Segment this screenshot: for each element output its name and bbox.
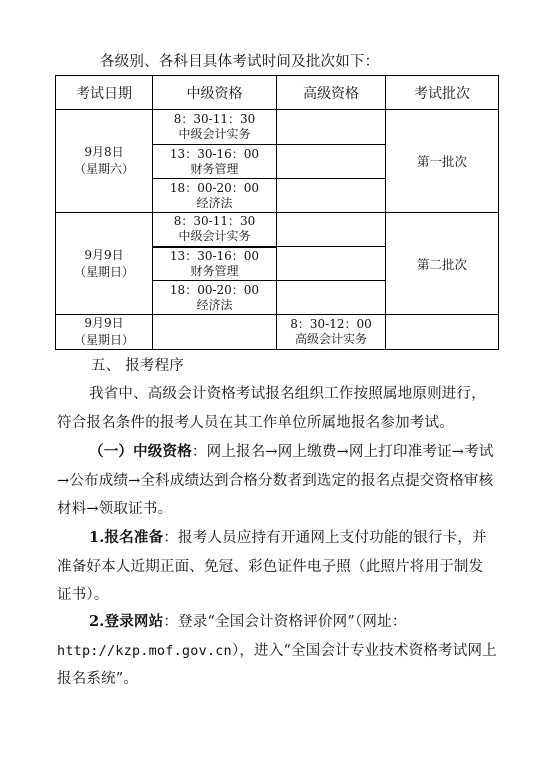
login-label: 2.登录网站 xyxy=(89,613,164,630)
intermediate-cell xyxy=(153,281,277,315)
paragraph-principle: 我省中、高级会计资格考试报名组织工作按照属地原则进行，符合报名条件的报考人员在其工作单位所属地报名参加考试。 xyxy=(57,386,486,431)
table-row xyxy=(56,213,499,247)
table-intro: 各级别、各科目具体考试时间及批次如下： xyxy=(100,54,380,70)
header-intermediate: 中级资格 xyxy=(153,76,277,110)
intermediate-cell xyxy=(153,179,277,213)
section-heading: 五、 报考程序 xyxy=(91,358,185,374)
subject-text: 中级会计实务 xyxy=(178,127,251,141)
intermediate-process-text: ：网上报名→网上缴费→网上打印准考证→考试→公布成绩→全科成绩达到合格分数者到选定的报名点提交资格审核材料→领取证书。 xyxy=(57,444,494,517)
senior-cell-empty xyxy=(277,110,386,145)
subject-text: 财务管理 xyxy=(190,161,239,176)
date-cell xyxy=(56,315,153,350)
senior-cell xyxy=(277,315,386,350)
website-url-link[interactable]: http://kzp.mof.gov.cn xyxy=(57,642,232,659)
time-text: 8：30-11：30 xyxy=(173,214,256,229)
date-cell xyxy=(56,213,153,315)
weekday-text: （星期六） xyxy=(73,162,134,176)
intermediate-cell xyxy=(153,145,277,179)
subject-text: 高级会计实务 xyxy=(294,332,367,346)
time-text: 18：00-20：00 xyxy=(169,282,260,297)
table-row xyxy=(56,110,499,145)
time-text: 8：30-12：00 xyxy=(290,317,372,331)
intermediate-label: （一）中级资格 xyxy=(89,443,192,460)
paragraph-login-website xyxy=(57,608,497,694)
login-text-b: ），进入“全国会计专业技术资格考试网上报名系统”。 xyxy=(57,642,497,687)
intermediate-cell xyxy=(153,213,277,247)
intermediate-cell xyxy=(153,247,277,281)
intermediate-cell-empty xyxy=(153,315,277,350)
weekday-text: （星期日） xyxy=(73,333,134,347)
header-exam-date: 考试日期 xyxy=(56,76,153,110)
date-cell xyxy=(56,110,153,213)
table-header-row xyxy=(56,76,499,110)
paragraph-registration-prep xyxy=(57,524,497,610)
subject-text: 经济法 xyxy=(196,297,233,312)
time-text: 18：00-20：00 xyxy=(169,180,260,195)
login-text-a: ：登录“全国会计资格评价网”（网址： xyxy=(163,614,407,630)
senior-cell-empty xyxy=(277,145,386,179)
header-senior: 高级资格 xyxy=(277,76,386,110)
senior-cell-empty xyxy=(277,247,386,281)
date-text: 9月9日 xyxy=(84,247,124,262)
time-text: 8：30-11：30 xyxy=(173,112,256,126)
batch-cell: 第一批次 xyxy=(386,110,499,213)
weekday-text: （星期日） xyxy=(73,264,134,279)
batch-cell: 第二批次 xyxy=(386,213,499,315)
senior-cell-empty xyxy=(277,213,386,247)
batch-cell-empty xyxy=(386,315,499,350)
header-batch: 考试批次 xyxy=(386,76,499,110)
exam-schedule-table xyxy=(55,75,499,350)
table-row xyxy=(56,315,499,350)
paragraph-intermediate-process xyxy=(57,438,497,524)
senior-cell-empty xyxy=(277,281,386,315)
time-text: 13：30-16：00 xyxy=(169,248,260,263)
intermediate-cell xyxy=(153,110,277,145)
date-text: 9月8日 xyxy=(84,145,124,159)
subject-text: 中级会计实务 xyxy=(178,229,251,244)
prep-label: 1.报名准备 xyxy=(89,529,164,546)
senior-cell-empty xyxy=(277,179,386,213)
prep-text: ：报考人员应持有开通网上支付功能的银行卡，并准备好本人近期正面、免冠、彩色证件电子照（此照片将用于制发证书）。 xyxy=(57,530,487,603)
subject-text: 经济法 xyxy=(196,195,233,210)
time-text: 13：30-16：00 xyxy=(169,146,260,161)
date-text: 9月9日 xyxy=(84,316,124,330)
subject-text: 财务管理 xyxy=(190,263,239,278)
